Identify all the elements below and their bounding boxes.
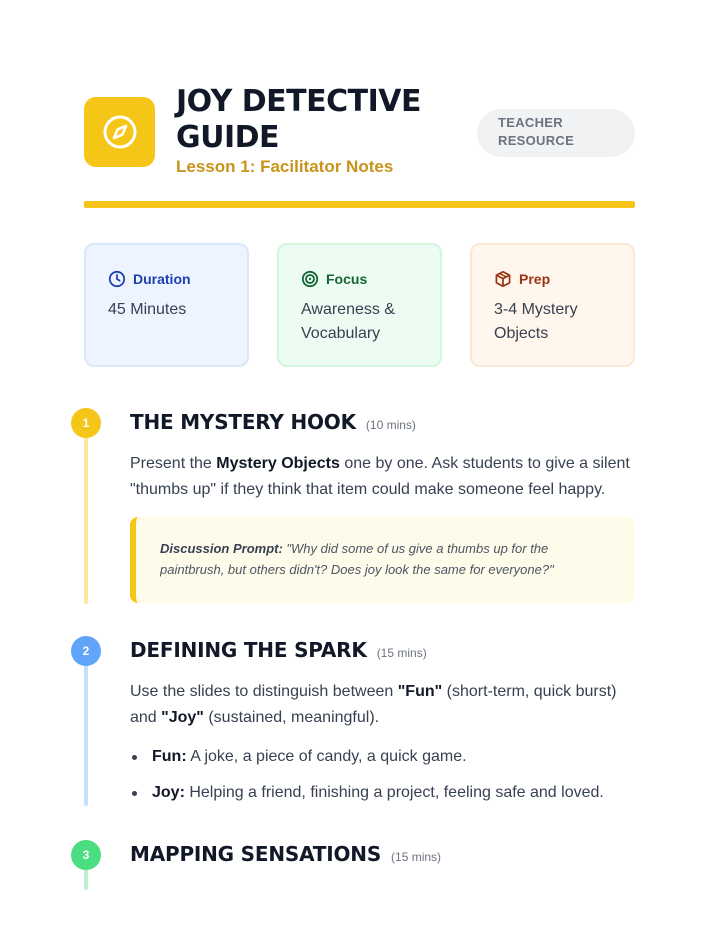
discussion-prompt-text: "Why did some of us give a thumbs up for the paintbrush, but others didn't? Does joy look the same for everyone?" — [160, 541, 554, 577]
section-2-body-part-2: (short-term, quick burst) and — [130, 683, 617, 726]
section-1-title — [130, 410, 416, 434]
focus-label: Focus — [326, 271, 368, 287]
section-2-body-joy: "Joy" — [161, 709, 204, 726]
section-1-body — [130, 451, 635, 503]
section-2-duration: (15 mins) — [376, 646, 427, 660]
section-2-body-fun: "Fun" — [397, 683, 443, 700]
title-line-1: JOY DETECTIVE — [176, 84, 421, 119]
target-icon — [301, 270, 319, 288]
fun-joy-examples-list — [130, 744, 635, 816]
step-1-marker: 1 — [71, 408, 101, 438]
timeline-line-1 — [84, 424, 88, 604]
prep-label: Prep — [519, 271, 551, 287]
duration-value — [108, 298, 247, 322]
step-3-marker: 3 — [71, 840, 101, 870]
page-title — [176, 84, 466, 156]
list-item-text: Helping a friend, finishing a project, feeling safe and loved. — [184, 784, 604, 801]
section-1-title-text: THE MYSTERY HOOK — [130, 410, 356, 434]
step-2-marker: 2 — [71, 636, 101, 666]
prep-value-line-1: 3-4 Mystery — [494, 301, 578, 318]
list-item-term: Fun: — [152, 748, 187, 765]
duration-label: Duration — [133, 271, 191, 287]
focus-card-header — [301, 270, 440, 288]
compass-icon — [100, 112, 140, 152]
section-3-title-text: MAPPING SENSATIONS — [130, 842, 382, 866]
clock-icon — [108, 270, 126, 288]
list-item — [130, 780, 635, 806]
prep-value — [494, 298, 633, 346]
title-line-2: GUIDE — [176, 120, 280, 155]
box-icon — [494, 270, 512, 288]
duration-card — [84, 243, 249, 367]
teacher-resource-badge — [477, 109, 635, 157]
page-subtitle: Lesson 1: Facilitator Notes — [176, 157, 394, 176]
section-1-body-emphasis: Mystery Objects — [216, 455, 340, 472]
list-item — [130, 744, 635, 770]
section-1-body-part-2: one by one. Ask students to give a silent "thumbs up" if they think that item could make someone feel happy. — [130, 455, 630, 498]
focus-card — [277, 243, 442, 367]
section-2-body-part-3: (sustained, meaningful). — [203, 709, 380, 726]
discussion-prompt-label: Discussion Prompt: — [160, 541, 283, 556]
section-2-title — [130, 638, 427, 662]
list-item-term: Joy: — [152, 784, 185, 801]
badge-line-1: TEACHER — [498, 115, 563, 130]
list-item-text: A joke, a piece of candy, a quick game. — [186, 748, 467, 765]
prep-card-header — [494, 270, 633, 288]
section-2-body — [130, 679, 635, 731]
discussion-prompt-callout — [130, 517, 635, 603]
badge-line-2: RESOURCE — [498, 133, 575, 148]
timeline-line-2 — [84, 652, 88, 806]
header-divider — [84, 201, 635, 208]
section-1-duration: (10 mins) — [365, 418, 416, 432]
section-3-title — [130, 842, 441, 866]
focus-value-line-2: Vocabulary — [301, 325, 381, 342]
focus-value — [301, 298, 440, 346]
duration-value-line-1: 45 Minutes — [108, 301, 187, 318]
section-2-body-part-1: Use the slides to distinguish between — [130, 683, 398, 700]
focus-value-line-1: Awareness & — [301, 301, 395, 318]
logo-badge — [84, 97, 155, 167]
prep-value-line-2: Objects — [494, 325, 549, 342]
section-2-title-text: DEFINING THE SPARK — [130, 638, 367, 662]
section-3-duration: (15 mins) — [391, 850, 442, 864]
prep-card — [470, 243, 635, 367]
duration-card-header — [108, 270, 247, 288]
section-1-body-part-1: Present the — [130, 455, 217, 472]
